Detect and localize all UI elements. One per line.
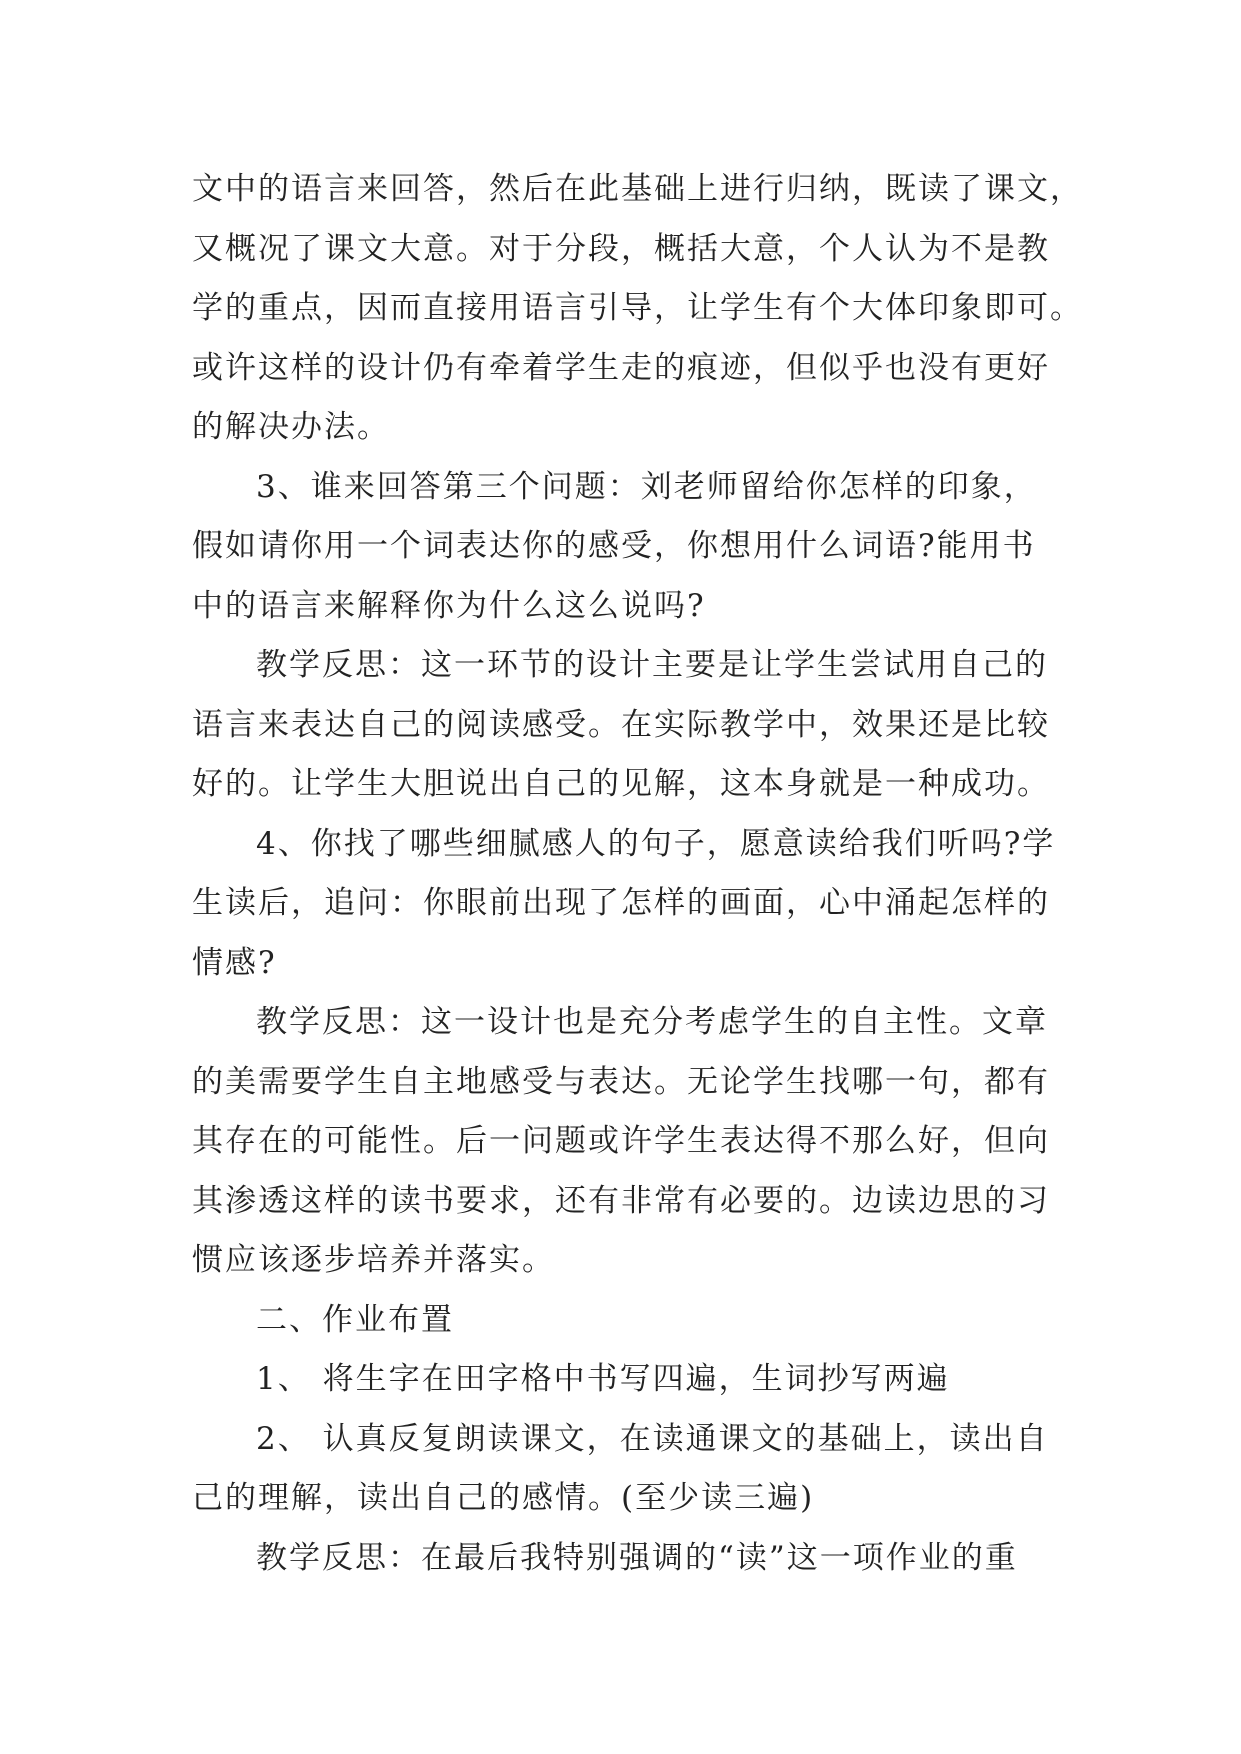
text-line: 2、 认真反复朗读课文，在读通课文的基础上，读出自 [256,1420,1049,1457]
text-line: 的美需要学生自主地感受与表达。无论学生找哪一句，都有 [192,1063,1050,1100]
text-line: 1、 将生字在田字格中书写四遍，生词抄写两遍 [256,1361,950,1397]
text-line: 生读后，追问：你眼前出现了怎样的画面，心中涌起怎样的 [192,885,1050,921]
text-line: 二、作业布置 [256,1301,454,1338]
text-line: 惯应该逐步培养并落实。 [192,1242,555,1278]
text-line: 4、你找了哪些细腻感人的句子，愿意读给我们听吗?学 [256,825,1056,862]
text-line: 学的重点，因而直接用语言引导，让学生有个大体印象即可。 [192,290,1083,326]
document-body [192,160,1083,1588]
text-line: 好的。让学生大胆说出自己的见解，这本身就是一种成功。 [192,766,1050,802]
text-line: 3、谁来回答第三个问题：刘老师留给你怎样的印象， [256,468,1037,505]
text-line: 己的理解，读出自己的感情。(至少读三遍) [192,1480,815,1516]
text-line: 中的语言来解释你为什么这么说吗? [192,587,706,624]
text-line: 假如请你用一个词表达你的感受，你想用什么词语?能用书 [192,528,1036,564]
text-line: 文中的语言来回答，然后在此基础上进行归纳，既读了课文， [192,171,1083,207]
text-line: 教学反思：这一环节的设计主要是让学生尝试用自己的 [256,647,1048,683]
text-line: 其存在的可能性。后一问题或许学生表达得不那么好，但向 [192,1123,1050,1159]
text-line: 教学反思：这一设计也是充分考虑学生的自主性。文章 [256,1004,1048,1040]
text-line: 其渗透这样的读书要求，还有非常有必要的。边读边思的习 [192,1182,1050,1219]
text-line: 或许这样的设计仍有牵着学生走的痕迹，但似乎也没有更好 [192,349,1050,386]
text-line: 又概况了课文大意。对于分段，概括大意，个人认为不是教 [192,230,1050,267]
text-line: 的解决办法。 [192,409,390,445]
text-line: 语言来表达自己的阅读感受。在实际教学中，效果还是比较 [192,706,1050,743]
text-line: 情感? [192,944,277,981]
text-line: 教学反思：在最后我特别强调的“读”这一项作业的重 [256,1539,1018,1576]
